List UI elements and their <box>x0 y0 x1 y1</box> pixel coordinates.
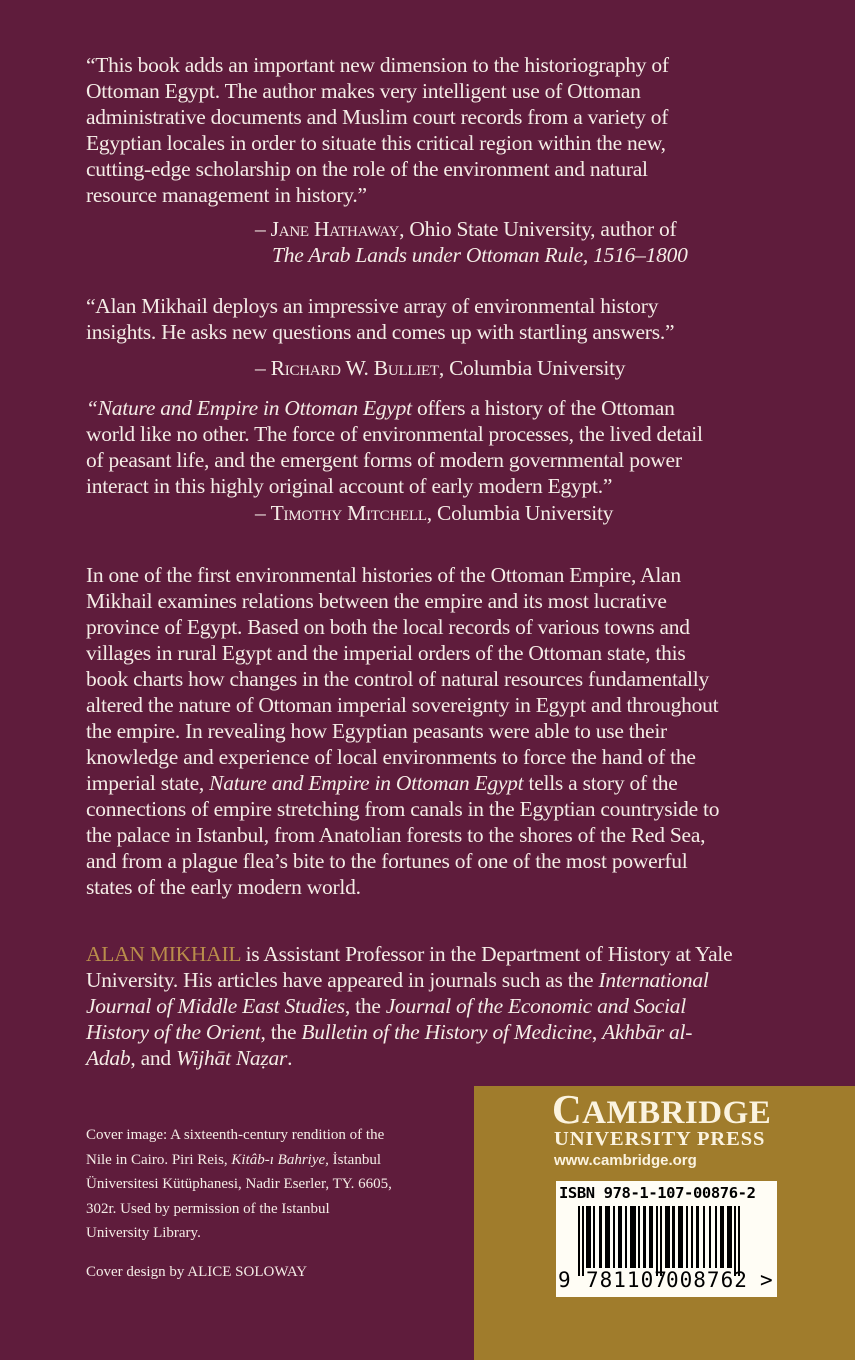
attribution-affiliation: , Ohio State University, author of <box>399 217 677 241</box>
journal-title: Wijhāt Naẓar <box>176 1046 288 1070</box>
endorsement-attribution <box>255 355 625 381</box>
journal-title: History of the Orient <box>86 1020 261 1044</box>
attribution-affiliation: , Columbia University <box>426 501 614 525</box>
journal-title: Journal of the Economic and Social <box>385 994 686 1018</box>
barcode-digit-first: 9 <box>558 1268 571 1292</box>
attribution-book-title: The Arab Lands under Ottoman Rule, 1516–1800 <box>272 243 688 267</box>
attribution-name: Jane Hathaway <box>270 217 400 241</box>
description-line: and from a plague flea’s bite to the fortunes of one of the most powerful <box>86 849 688 873</box>
journal-title: International <box>598 968 709 992</box>
endorsement-attribution <box>255 500 613 526</box>
description-line: book charts how changes in the control of natural resources fundamentally <box>86 667 709 691</box>
description-line: connections of empire stretching from canals in the Egyptian countryside to <box>86 797 720 821</box>
bio-text: . <box>287 1046 293 1070</box>
logo-initial: C <box>552 1086 583 1132</box>
endorsement-line: world like no other. The force of environmental processes, the lived detail <box>86 422 703 446</box>
endorsement-line: administrative documents and Muslim court records from a variety of <box>86 105 669 129</box>
credits-text: İstanbul <box>328 1152 381 1168</box>
barcode-digits-left: 781107 <box>586 1268 668 1292</box>
endorsement-line: resource management in history.” <box>86 183 367 207</box>
bio-line <box>86 1019 692 1045</box>
journal-title: Bulletin of the History of Medicine <box>301 1020 592 1044</box>
credits-line: Üniversitesi Kütüphanesi, Nadir Eserler, TY. 6605, <box>86 1176 392 1192</box>
attribution-name: Timothy Mitchell <box>270 501 427 525</box>
endorsement-line: Egyptian locales in order to situate this critical region within the new, <box>86 131 666 155</box>
journal-title: Journal of Middle East Studies <box>86 994 345 1018</box>
credits-line: 302r. Used by permission of the Istanbul <box>86 1201 330 1217</box>
description-line: villages in rural Egypt and the imperial orders of the Ottoman state, this <box>86 641 686 665</box>
bio-text: , the <box>344 994 386 1018</box>
description-line: the palace in Istanbul, from Anatolian forests to the shores of the Red Sea, <box>86 823 706 847</box>
attribution-dash: – <box>255 217 271 241</box>
endorsement-line <box>86 395 675 421</box>
endorsement-line: “Alan Mikhail deploys an impressive array of environmental history <box>86 294 659 318</box>
bio-line <box>86 1045 292 1071</box>
bio-text: is Assistant Professor in the Department of History at Yale <box>240 942 733 966</box>
endorsement-line: interact in this highly original account of early modern Egypt.” <box>86 474 613 498</box>
endorsement-line: insights. He asks new questions and comes up with startling answers.” <box>86 320 675 344</box>
endorsement-text: offers a history of the Ottoman <box>411 396 675 420</box>
endorsement-line: cutting-edge scholarship on the role of the environment and natural <box>86 157 648 181</box>
barcode-end-marker: > <box>760 1268 773 1292</box>
attribution-dash: – <box>255 501 271 525</box>
book-title-italic: Nature and Empire in Ottoman Egypt <box>209 771 524 795</box>
credits-line <box>86 1148 381 1172</box>
bio-text: , the <box>260 1020 302 1044</box>
source-title: Kitâb-ı Bahriye, <box>231 1152 329 1168</box>
attribution-affiliation: , Columbia University <box>438 356 626 380</box>
author-name: ALAN MIKHAIL <box>86 942 241 966</box>
credits-line: Cover image: A sixteenth-century rendition of the <box>86 1127 385 1143</box>
journal-title: Adab <box>86 1046 131 1070</box>
endorsement-line: Ottoman Egypt. The author makes very intelligent use of Ottoman <box>86 79 641 103</box>
bio-text: , <box>591 1020 603 1044</box>
description-line: Mikhail examines relations between the empire and its most lucrative <box>86 589 667 613</box>
logo-name: AMBRIDGE <box>582 1095 772 1131</box>
endorsement-attribution <box>255 216 676 242</box>
description-text: tells a story of the <box>523 771 678 795</box>
bio-line <box>86 993 686 1019</box>
credits-line: University Library. <box>86 1225 201 1241</box>
barcode-icon <box>578 1206 758 1276</box>
bio-text: University. His articles have appeared in journals such as the <box>86 968 599 992</box>
bio-text: , and <box>130 1046 177 1070</box>
barcode-digits-right: 008762 <box>666 1268 748 1292</box>
description-line: knowledge and experience of local environments to force the hand of the <box>86 745 696 769</box>
description-text: imperial state, <box>86 771 210 795</box>
endorsement-line: “This book adds an important new dimension to the historiography of <box>86 53 669 77</box>
description-line: states of the early modern world. <box>86 875 361 899</box>
isbn-barcode <box>556 1181 777 1297</box>
publisher-url[interactable]: www.cambridge.org <box>554 1152 697 1169</box>
publisher-logo <box>552 1086 772 1132</box>
endorsement-line: of peasant life, and the emergent forms of modern governmental power <box>86 448 682 472</box>
bio-line <box>86 941 732 967</box>
attribution-name: Richard W. Bulliet <box>270 356 439 380</box>
description-line: province of Egypt. Based on both the local records of various towns and <box>86 615 690 639</box>
description-line <box>86 770 678 796</box>
credits-text: Nile in Cairo. Piri Reis, <box>86 1152 232 1168</box>
publisher-panel <box>474 1086 855 1360</box>
description-line: altered the nature of Ottoman imperial sovereignty in Egypt and throughout <box>86 693 719 717</box>
description-line: the empire. In revealing how Egyptian peasants were able to use their <box>86 719 667 743</box>
journal-title: Akhbār al- <box>602 1020 693 1044</box>
bio-line <box>86 967 709 993</box>
cover-design-credit: Cover design by ALICE SOLOWAY <box>86 1264 308 1280</box>
description-line: In one of the first environmental histories of the Ottoman Empire, Alan <box>86 563 681 587</box>
publisher-subtitle: UNIVERSITY PRESS <box>554 1128 766 1150</box>
isbn-label: ISBN 978-1-107-00876-2 <box>559 1184 756 1202</box>
attribution-dash: – <box>255 356 271 380</box>
book-title-italic: “Nature and Empire in Ottoman Egypt <box>86 396 412 420</box>
